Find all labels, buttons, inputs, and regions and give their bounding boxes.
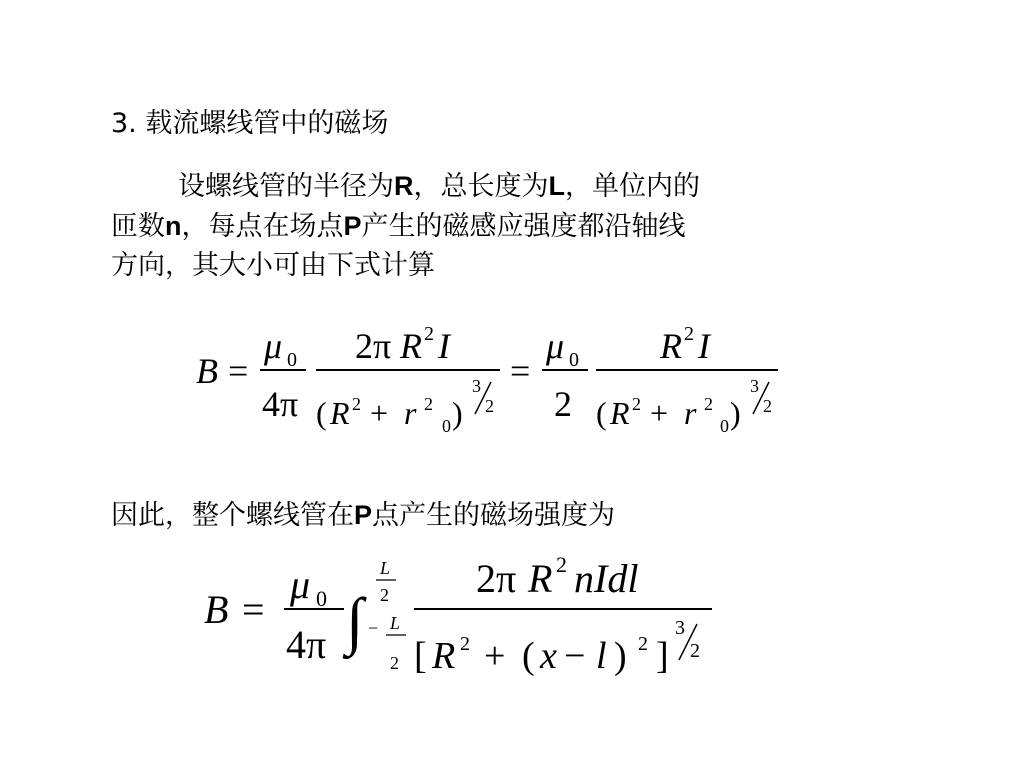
eq1-R: R xyxy=(400,326,422,366)
eq1-R-b-exp: 2 xyxy=(684,323,694,345)
eq1-lparen-b: ( xyxy=(596,395,607,431)
eq2-lparen: ( xyxy=(522,635,535,677)
var-P: P xyxy=(343,211,362,241)
text: 点产生的磁场强度为 xyxy=(372,500,616,531)
eq2-plus: + xyxy=(484,635,506,677)
eq2-upper-L: L xyxy=(380,558,391,578)
eq2-4pi: 4π xyxy=(286,622,327,667)
intro-line-1 xyxy=(178,168,700,205)
eq2-pow-den: 2 xyxy=(690,640,700,662)
eq2-lbracket: [ xyxy=(414,635,427,677)
eq1-two: 2 xyxy=(554,384,572,424)
eq1-R-b: R xyxy=(660,326,682,366)
intro-line-2 xyxy=(111,208,686,245)
eq2-integral: ∫ xyxy=(346,585,364,656)
text: ，每点在场点 xyxy=(181,211,344,242)
eq1-pow-b-den: 2 xyxy=(763,396,772,416)
text: ，单位内的 xyxy=(565,171,700,202)
var-L: L xyxy=(548,171,565,201)
eq1-r-b-exp: 2 xyxy=(704,394,713,414)
eq1-R2: R xyxy=(330,395,350,431)
text: 因此，整个螺线管在 xyxy=(111,500,354,531)
eq1-mu: μ xyxy=(264,326,283,366)
section-heading: 3. 载流螺线管中的磁场 xyxy=(111,108,389,139)
eq1-r-sub: 0 xyxy=(442,416,451,436)
eq1-B: B xyxy=(196,351,218,391)
text: 匝数 xyxy=(111,211,165,242)
intro-line-3: 方向，其大小可由下式计算 xyxy=(111,250,435,281)
text: 设螺线管的半径为 xyxy=(178,171,394,202)
eq1-r-b-sub: 0 xyxy=(720,416,729,436)
eq1-pow-den: 2 xyxy=(485,396,494,416)
eq1-pow-num: 3 xyxy=(472,376,481,396)
eq2-R2: R xyxy=(432,635,456,677)
eq1-2pi: 2π xyxy=(355,326,392,366)
eq1-R-exp: 2 xyxy=(424,323,434,345)
eq1-mu-2-sub: 0 xyxy=(569,349,579,371)
eq2-rbracket: ] xyxy=(656,635,669,677)
eq2-lower-L: L xyxy=(390,613,401,633)
eq1-mu-sub: 0 xyxy=(287,349,297,371)
eq1-mu-2: μ xyxy=(546,326,565,366)
eq1-rparen-b: ) xyxy=(730,395,741,431)
eq2-mu-sub: 0 xyxy=(316,586,327,611)
eq2-paren-exp: 2 xyxy=(638,633,648,655)
eq2-minus: − xyxy=(564,635,586,677)
eq1-R2-exp: 2 xyxy=(352,394,361,414)
eq1-r: r xyxy=(404,395,417,431)
eq1-equals: = xyxy=(228,351,249,391)
text: 产生的磁感应强度都沿轴线 xyxy=(361,211,686,242)
eq2-equals: = xyxy=(242,587,265,632)
eq1-equals-2: = xyxy=(510,351,531,391)
eq2-nIdl: nIdl xyxy=(574,556,639,601)
eq2-R: R xyxy=(528,556,553,601)
eq1-4pi: 4π xyxy=(262,384,299,424)
var-P: P xyxy=(354,500,373,530)
eq1-plus-b: + xyxy=(650,395,669,431)
eq2-l: l xyxy=(596,635,607,677)
eq2-B: B xyxy=(204,587,229,632)
text: ，总长度为 xyxy=(413,171,549,202)
eq2-lower-2: 2 xyxy=(390,653,399,673)
var-R: R xyxy=(394,171,414,201)
var-n: n xyxy=(165,211,182,241)
eq1-plus: + xyxy=(370,395,389,431)
eq2-R2-exp: 2 xyxy=(460,633,470,655)
eq1-lparen: ( xyxy=(316,395,327,431)
eq2-upper-2: 2 xyxy=(380,585,389,605)
equation-field-element xyxy=(0,310,1024,470)
eq2-x: x xyxy=(540,635,557,677)
eq1-R2-b-exp: 2 xyxy=(632,394,641,414)
eq2-mu: μ xyxy=(290,562,311,607)
eq1-r-exp: 2 xyxy=(424,394,433,414)
eq1-rparen: ) xyxy=(452,395,463,431)
equation-total-field xyxy=(0,545,1024,695)
eq2-rparen: ) xyxy=(614,635,627,677)
eq1-R2-b: R xyxy=(610,395,630,431)
eq2-2pi: 2π xyxy=(476,556,517,601)
eq1-r-b: r xyxy=(684,395,697,431)
eq1-I-b: I xyxy=(698,326,710,366)
conclusion-line xyxy=(111,497,615,534)
eq2-lower-minus: − xyxy=(368,618,379,638)
eq1-pow-b-num: 3 xyxy=(750,376,759,396)
eq2-R-exp: 2 xyxy=(556,552,567,577)
eq2-pow-num: 3 xyxy=(675,617,685,639)
eq1-I: I xyxy=(438,326,450,366)
